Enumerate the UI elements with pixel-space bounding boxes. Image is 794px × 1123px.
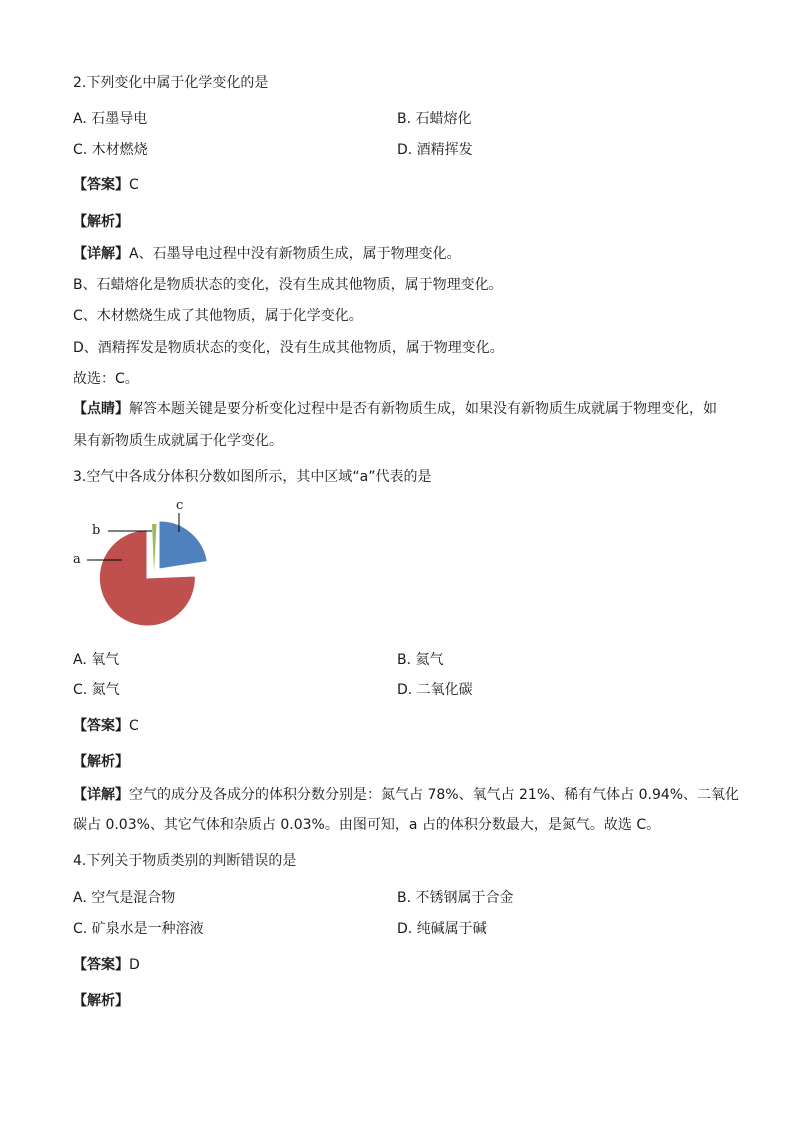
answer-value: C (129, 718, 139, 734)
answer-tag: 【答案】 (73, 177, 129, 193)
question-2-detail-line-3: C、木材燃烧生成了其他物质，属于化学变化。 (73, 308, 363, 324)
question-2-option-b: B. 石蜡熔化 (397, 111, 472, 127)
question-2-detail-line-1 (73, 244, 461, 264)
question-2-answer (73, 175, 139, 195)
pie-label-c: c (176, 498, 184, 513)
pie-label-a: a (73, 552, 81, 567)
question-3-option-c: C. 氮气 (73, 682, 120, 698)
question-2-comment-line-1 (73, 399, 717, 419)
question-3-option-a: A. 氧气 (73, 652, 120, 668)
question-4-answer (73, 955, 140, 975)
pie-slice-c (159, 521, 207, 569)
question-4-stem: 4.下列关于物质类别的判断错误的是 (73, 853, 297, 869)
question-4-option-d: D. 纯碱属于碱 (397, 921, 487, 937)
question-4-option-b: B. 不锈钢属于合金 (397, 890, 514, 906)
detail-text: A、石墨导电过程中没有新物质生成，属于物理变化。 (129, 246, 461, 262)
answer-value: D (129, 957, 140, 973)
question-2-option-d: D. 酒精挥发 (397, 142, 473, 158)
question-4-option-a: A. 空气是混合物 (73, 890, 176, 906)
question-2-conclusion: 故选：C。 (73, 371, 139, 387)
question-3-analysis-tag: 【解析】 (73, 754, 129, 770)
question-2-comment-line-2: 果有新物质生成就属于化学变化。 (73, 433, 283, 449)
question-2-analysis-tag: 【解析】 (73, 214, 129, 230)
comment-text: 解答本题关键是要分析变化过程中是否有新物质生成，如果没有新物质生成就属于物理变化，如 (129, 401, 717, 417)
question-3-detail-line-1 (73, 785, 739, 805)
question-2-stem: 2.下列变化中属于化学变化的是 (73, 75, 269, 91)
answer-tag: 【答案】 (73, 718, 129, 734)
pie-chart (70, 496, 220, 641)
pie-label-b: b (92, 523, 101, 538)
comment-tag: 【点睛】 (73, 401, 129, 417)
question-3-stem: 3.空气中各成分体积分数如图所示，其中区域“a”代表的是 (73, 469, 432, 485)
question-2-detail-line-4: D、酒精挥发是物质状态的变化，没有生成其他物质，属于物理变化。 (73, 340, 504, 356)
detail-tag: 【详解】 (73, 246, 129, 262)
question-2-option-c: C. 木材燃烧 (73, 142, 148, 158)
answer-tag: 【答案】 (73, 957, 129, 973)
air-composition-pie-figure (70, 496, 220, 641)
question-4-option-c: C. 矿泉水是一种溶液 (73, 921, 204, 937)
question-2-detail-line-2: B、石蜡熔化是物质状态的变化，没有生成其他物质，属于物理变化。 (73, 277, 503, 293)
question-2-option-a: A. 石墨导电 (73, 111, 148, 127)
question-3-detail-line-2: 碳占 0.03%、其它气体和杂质占 0.03%。由图可知，a 占的体积分数最大，是氮气。故选 C。 (73, 817, 661, 833)
question-4-analysis-tag: 【解析】 (73, 993, 129, 1009)
question-3-answer (73, 716, 139, 736)
answer-value: C (129, 177, 139, 193)
pie-slice-b (152, 524, 157, 572)
detail-text: 空气的成分及各成分的体积分数分别是：氮气占 78%、氧气占 21%、稀有气体占 0.94%、二氧化 (129, 787, 740, 803)
question-3-option-b: B. 氦气 (397, 652, 444, 668)
detail-tag: 【详解】 (73, 787, 129, 803)
question-3-option-d: D. 二氧化碳 (397, 682, 473, 698)
